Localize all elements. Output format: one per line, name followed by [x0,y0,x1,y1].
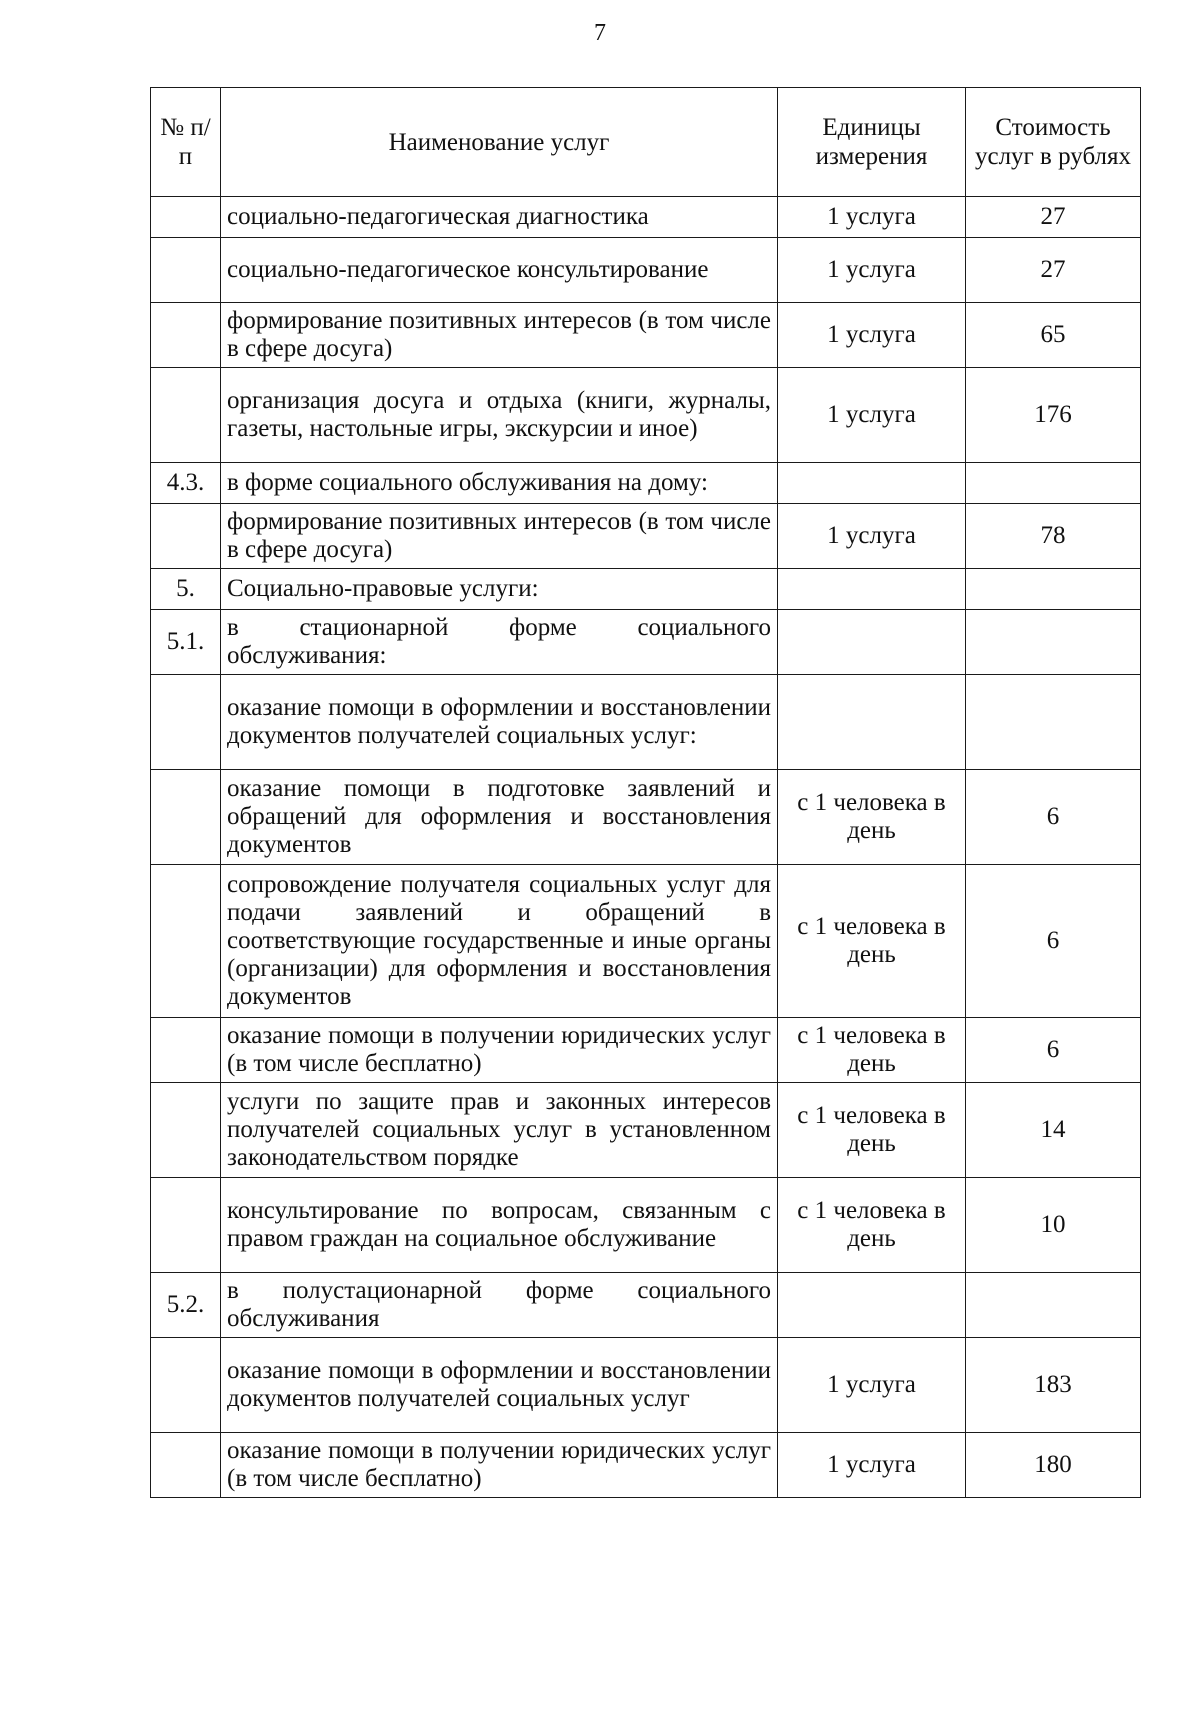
service-unit: 1 услуга [778,1338,966,1433]
row-number: 4.3. [151,463,221,504]
service-name: формирование позитивных интересов (в том числе в сфере досуга) [221,504,778,569]
table-row [151,238,1141,303]
row-number [151,1433,221,1498]
row-number [151,303,221,368]
table-header-row [151,88,1141,197]
row-number: 5. [151,569,221,610]
service-unit [778,463,966,504]
service-name: оказание помощи в получении юридических услуг (в том числе бесплатно) [221,1433,778,1498]
service-cost: 6 [966,770,1141,865]
service-cost: 176 [966,368,1141,463]
service-name: консультирование по вопросам, связанным с правом граждан на социальное обслуживание [221,1178,778,1273]
service-unit: с 1 человека в день [778,1083,966,1178]
service-name: Социально-правовые услуги: [221,569,778,610]
table-row [151,1273,1141,1338]
service-unit: 1 услуга [778,238,966,303]
row-number [151,504,221,569]
row-number [151,1018,221,1083]
service-unit [778,569,966,610]
header-cost: Стоимость услуг в рублях [966,88,1141,197]
service-name: услуги по защите прав и законных интересов получателей социальных услуг в установленном законодательством порядке [221,1083,778,1178]
service-name: в стационарной форме социального обслуживания: [221,610,778,675]
service-cost [966,569,1141,610]
service-name: оказание помощи в оформлении и восстановлении документов получателей социальных услуг: [221,675,778,770]
services-price-table [150,87,1141,1498]
table-row [151,770,1141,865]
row-number [151,1178,221,1273]
table-row [151,1433,1141,1498]
service-cost [966,610,1141,675]
service-cost [966,1273,1141,1338]
row-number [151,197,221,238]
service-unit: 1 услуга [778,197,966,238]
service-cost: 6 [966,865,1141,1018]
table-row [151,1018,1141,1083]
row-number [151,238,221,303]
service-name: в полустационарной форме социального обслуживания [221,1273,778,1338]
header-service-name: Наименование услуг [221,88,778,197]
service-unit: с 1 человека в день [778,1178,966,1273]
service-cost: 27 [966,197,1141,238]
table-row [151,1083,1141,1178]
service-unit [778,675,966,770]
row-number [151,770,221,865]
service-cost: 10 [966,1178,1141,1273]
service-cost: 183 [966,1338,1141,1433]
service-unit: с 1 человека в день [778,1018,966,1083]
table-row [151,610,1141,675]
service-unit: 1 услуга [778,1433,966,1498]
table-row [151,504,1141,569]
service-name: социально-педагогическая диагностика [221,197,778,238]
service-cost: 78 [966,504,1141,569]
service-unit: 1 услуга [778,368,966,463]
table-row [151,569,1141,610]
row-number [151,865,221,1018]
row-number [151,1083,221,1178]
service-unit: с 1 человека в день [778,770,966,865]
service-cost: 65 [966,303,1141,368]
service-name: оказание помощи в подготовке заявлений и обращений для оформления и восстановления документов [221,770,778,865]
header-number: № п/п [151,88,221,197]
table-row [151,865,1141,1018]
service-name: в форме социального обслуживания на дому: [221,463,778,504]
service-name: сопровождение получателя социальных услуг для подачи заявлений и обращений в соответствующие государственные и иные органы (организации) для оформления и восстановления документов [221,865,778,1018]
row-number [151,1338,221,1433]
row-number: 5.2. [151,1273,221,1338]
row-number [151,675,221,770]
row-number [151,368,221,463]
table-row [151,368,1141,463]
header-unit: Единицы измерения [778,88,966,197]
table-row [151,197,1141,238]
table-row [151,675,1141,770]
service-cost: 27 [966,238,1141,303]
service-cost: 14 [966,1083,1141,1178]
service-name: оказание помощи в оформлении и восстановлении документов получателей социальных услуг [221,1338,778,1433]
service-unit: 1 услуга [778,303,966,368]
service-name: формирование позитивных интересов (в том числе в сфере досуга) [221,303,778,368]
service-unit: 1 услуга [778,504,966,569]
service-cost [966,463,1141,504]
service-cost: 6 [966,1018,1141,1083]
service-unit: с 1 человека в день [778,865,966,1018]
table-row [151,303,1141,368]
page-number: 7 [594,20,606,46]
table-row [151,1338,1141,1433]
service-name: организация досуга и отдыха (книги, журналы, газеты, настольные игры, экскурсии и иное) [221,368,778,463]
table-row [151,463,1141,504]
table-row [151,1178,1141,1273]
service-unit [778,1273,966,1338]
row-number: 5.1. [151,610,221,675]
service-name: социально-педагогическое консультирование [221,238,778,303]
service-name: оказание помощи в получении юридических услуг (в том числе бесплатно) [221,1018,778,1083]
service-unit [778,610,966,675]
service-cost [966,675,1141,770]
service-cost: 180 [966,1433,1141,1498]
